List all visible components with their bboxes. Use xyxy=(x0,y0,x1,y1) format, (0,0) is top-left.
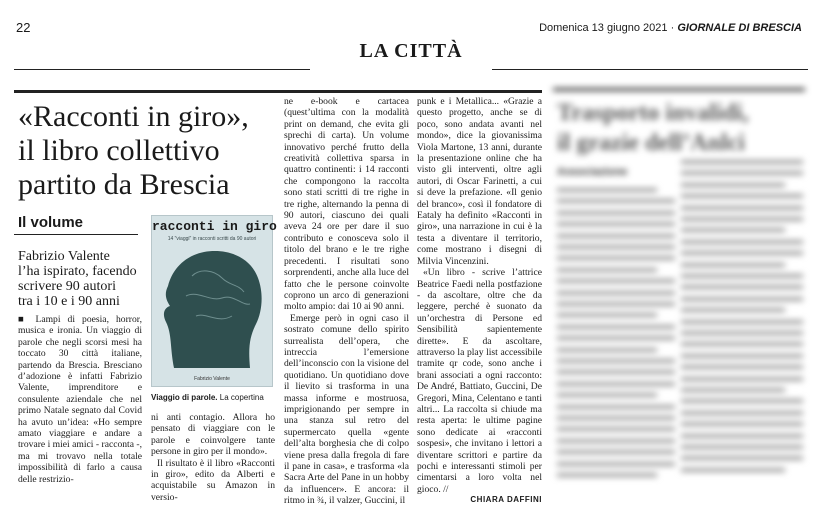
dateline xyxy=(539,22,802,34)
blurred-text-line xyxy=(681,217,803,221)
image-caption xyxy=(151,393,281,402)
issue-date: Domenica 13 giugno 2021 xyxy=(539,22,668,34)
column-paragraph: ne e-book e cartacea (quest’ultima con la modalità print on demand, che evita gli sprechi di carta). Un volume innovativo perché frutto della creatività collettiva sparsa in quattro continenti: i 14 racconti che compongono la raccolta sono stati scritti di tre righe in tre righe, alternando la penna di 90 autori, ciascuno dei quali aveva 24 ore per dare il suo contributo e conosceva solo il titolo del brano e le tre righe precedenti. I risultati sono sorprendenti, anche alla luce del fatto che le persone coinvolte coprono un arco di generazioni molto ampio: dai 10 ai 90 anni. xyxy=(284,96,409,313)
adjacent-headline-line: il grazie dell’Anlci xyxy=(557,130,745,156)
cover-subtitle: 14 "viaggi" in racconti scritti da 90 autori xyxy=(167,236,257,242)
blurred-text-line xyxy=(557,234,675,238)
blurred-text-line xyxy=(557,291,675,295)
blurred-text-line xyxy=(681,297,803,301)
caption-lead: Viaggio di parole. xyxy=(151,393,218,402)
blurred-text-line xyxy=(557,222,675,226)
blurred-text-line xyxy=(681,365,803,369)
headline-line: «Racconti in giro», xyxy=(18,100,249,133)
blurred-text-line xyxy=(557,313,657,317)
blurred-text-line xyxy=(557,450,675,454)
adjacent-kicker: Associazione xyxy=(557,166,628,178)
blurred-text-line xyxy=(681,456,803,460)
blurred-text-line xyxy=(681,411,803,415)
section-rule-left xyxy=(14,69,310,70)
blurred-text-line xyxy=(681,399,803,403)
section-rule-right xyxy=(492,69,808,70)
cover-title: racconti in giro xyxy=(152,219,277,234)
adjacent-article-blurred xyxy=(553,88,808,481)
blurred-text-line xyxy=(681,251,803,255)
column-paragraph: ■ Lampi di poesia, horror, musica e ironia. Un viaggio di parole che negli scorsi mesi ha toccato 30 città italiane, partendo da Brescia. Bresciano d’adozione è infatti Fabrizio Valente, imprenditore e consulente aziendale che nel primo Natale segnato dal Covid ha avuto un’idea: «Ho sempre amato viaggiare e andare a trovare i miei amici - racconta -, ma mi trovavo nella totale impossibilità di farlo a causa delle restrizio- xyxy=(18,314,142,485)
blurred-text-line xyxy=(557,256,675,260)
article-headline xyxy=(18,100,288,202)
book-cover-image xyxy=(151,215,277,387)
subhead-line: tra i 10 e i 90 anni xyxy=(18,294,120,309)
blurred-text-line xyxy=(557,439,675,443)
column-paragraph: Emerge però in ogni caso il sostrato comune dello spirito surrealista dell’opera, che intreccia l’emersione dell’inconscio con la visione del quotidiano. Un quotidiano dove il lievito si trasforma in una massa informe e mostruosa, imprigionando per sempre in una stanza sul retro del supermercato quella «gente dell’alta borghesia che di colpo viene presa dalla fregola di fare il pane in casa», e trasforma «la Sacra Arte del Pane in un hobby da influencer». E ancora: il ritmo in ¾, il valzer, Guccini, il xyxy=(284,312,409,507)
blurred-text-line xyxy=(681,422,803,426)
blurred-text-line xyxy=(681,434,803,438)
headline-line: partito da Brescia xyxy=(18,168,230,201)
blurred-text-line xyxy=(681,331,803,335)
caption-text: La copertina xyxy=(219,393,264,402)
blurred-text-line xyxy=(681,354,803,358)
blurred-text-line xyxy=(681,194,803,198)
blurred-text-line xyxy=(557,199,675,203)
blurred-text-line xyxy=(681,274,803,278)
article-column-3 xyxy=(284,96,409,507)
blurred-text-line xyxy=(557,359,675,363)
blurred-text-line xyxy=(557,393,657,397)
blurred-text-line xyxy=(681,320,803,324)
blurred-text-line xyxy=(681,171,803,175)
blurred-text-line xyxy=(681,468,785,472)
blurred-text-line xyxy=(681,160,803,164)
blurred-text-line xyxy=(557,268,657,272)
article-top-rule xyxy=(14,90,542,93)
blurred-text-line xyxy=(557,302,675,306)
article-subhead xyxy=(18,249,148,309)
adjacent-headline-line: Trasporto invalidi, xyxy=(557,100,749,126)
blurred-text-line xyxy=(681,342,803,346)
subhead-line: Fabrizio Valente xyxy=(18,249,110,264)
blurred-text-line xyxy=(557,370,675,374)
subhead-line: scrivere 90 autori xyxy=(18,279,116,294)
column-paragraph: ni anti contagio. Allora ho pensato di viaggiare con le parole e coinvolgere tante persone in giro per il mondo». xyxy=(151,412,275,458)
column-paragraph: Il risultato è il libro «Racconti in giro», edito da Alberti e acquistabile su Amazon in versio- xyxy=(151,457,275,503)
dateline-separator: · xyxy=(670,22,675,34)
article-column-2 xyxy=(151,412,275,503)
column-paragraph: «Un libro - scrive l’attrice Beatrice Faedi nella postfazione - da ascoltare, oltre che da leggere, perché è suonato da un’orchestra di Persone ed Sensibilità sapientemente dirette». E da ascoltare, attraverso la play list accessibile tramite qr code, sono anche i brani associati a ogni racconto: De André, Battiato, Guccini, De Gregori, Mina, Celentano e tanti altri... La raccolta si chiude ma resta aperta: le ultime pagine sono dedicate ai «racconti sospesi», che invitano i lettori a diventare scrittori e partire da pochi e interessanti stimoli per cimentarsi a loro volta nel gioco. // xyxy=(417,267,542,495)
blurred-text-line xyxy=(557,416,675,420)
newspaper-name: GIORNALE DI BRESCIA xyxy=(677,22,802,34)
section-header xyxy=(0,40,822,68)
blurred-text-line xyxy=(681,377,803,381)
column-paragraph: punk e i Metallica... «Grazie a questo progetto, anche se di poco, sono andata avanti nel mondo», dice la giovanissima Viola Martone, 13 anni, durante la presentazione online che ha visto gli interventi, oltre agli autori, di Oscar Farinetti, a cui si deve la prefazione. «Il genio del branco», così il fondatore di Eataly ha definito «Racconti in giro», una narrazione in cui è la testa a diventare il territorio, come mostrano i disegni di Milvia Vincenzini. xyxy=(417,96,542,267)
adjacent-top-rule xyxy=(553,88,805,91)
blurred-text-line xyxy=(557,382,675,386)
blurred-text-line xyxy=(557,325,675,329)
article-kicker: Il volume xyxy=(18,214,84,231)
blurred-text-line xyxy=(681,206,803,210)
adjacent-headline xyxy=(557,98,749,158)
subhead-line: l’ha ispirato, facendo xyxy=(18,264,137,279)
article-column-1 xyxy=(18,314,142,485)
author-signature: CHIARA DAFFINI xyxy=(470,495,542,505)
article-column-4 xyxy=(417,96,542,504)
blurred-text-line xyxy=(557,279,675,283)
blurred-text-line xyxy=(557,188,657,192)
blurred-text-line xyxy=(681,388,785,392)
headline-line: il libro collettivo xyxy=(18,134,220,167)
page-header xyxy=(0,0,822,40)
blurred-text-line xyxy=(557,427,675,431)
blurred-text-line xyxy=(681,308,785,312)
blurred-text-line xyxy=(681,183,785,187)
blurred-text-line xyxy=(557,245,675,249)
blurred-text-line xyxy=(681,445,803,449)
page-number: 22 xyxy=(16,20,31,35)
kicker-rule xyxy=(14,234,138,235)
blurred-text-line xyxy=(557,473,657,477)
blurred-text-line xyxy=(557,405,675,409)
blurred-text-line xyxy=(681,285,803,289)
blurred-text-line xyxy=(681,240,803,244)
blurred-text-line xyxy=(557,348,657,352)
blurred-text-line xyxy=(681,228,785,232)
blurred-text-line xyxy=(557,462,675,466)
cover-credit: Fabrizio Valente xyxy=(194,376,230,382)
blurred-text-line xyxy=(681,263,785,267)
blurred-text-line xyxy=(557,211,675,215)
section-title: LA CITTÀ xyxy=(359,40,463,62)
blurred-text-line xyxy=(557,336,675,340)
